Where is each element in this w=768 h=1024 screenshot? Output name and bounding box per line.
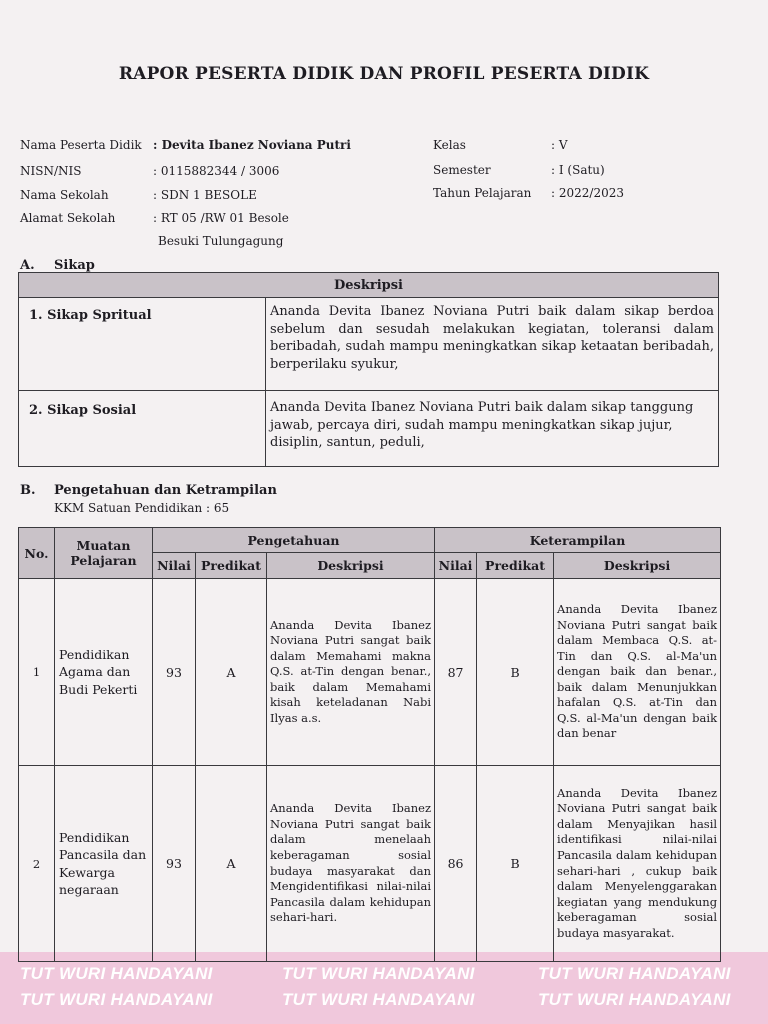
row-subject: Pendidikan Agama dan Budi Pekerti xyxy=(55,579,153,766)
kkm-label: KKM Satuan Pendidikan : 65 xyxy=(54,501,230,515)
tahun-label: Tahun Pelajaran xyxy=(433,186,532,200)
row-k-predikat: B xyxy=(477,579,554,766)
sikap-table xyxy=(18,272,719,467)
row-p-deskripsi: Ananda Devita Ibanez Noviana Putri sangat baik dalam Memahami makna Q.S. at-Tin dengan benar., baik dalam Memahami kisah keteladanan Nabi Ilyas a.s. xyxy=(267,579,435,766)
sekolah-label: Nama Sekolah xyxy=(20,188,109,202)
watermark-row-2 xyxy=(0,990,768,1006)
section-b-title: Pengetahuan dan Ketrampilan xyxy=(54,483,277,498)
row-p-deskripsi: Ananda Devita Ibanez Noviana Putri sangat baik dalam menelaah keberagaman sosial budaya masyarakat dan Mengidentifikasi nilai-nilai Pancasila dalam kehidupan sehari-hari. xyxy=(267,766,435,962)
watermark-text: TUT WURI HANDAYANI xyxy=(538,964,731,980)
col-keterampilan-header: Keterampilan xyxy=(435,528,721,553)
col-k-deskripsi-header: Deskripsi xyxy=(554,553,721,579)
nama-label: Nama Peserta Didik xyxy=(20,138,142,152)
section-b-letter: B. xyxy=(20,483,36,498)
sikap-spiritual-desc: Ananda Devita Ibanez Noviana Putri baik dalam sikap berdoa sebelum dan sesudah melakukan kegiatan, toleransi dalam beribadah, sudah mampu meningkatkan sikap ketaatan beribadah, berperilaku syukur, xyxy=(266,298,719,391)
nisn-label: NISN/NIS xyxy=(20,164,82,178)
watermark-text: TUT WURI HANDAYANI xyxy=(20,964,213,980)
col-k-predikat-header: Predikat xyxy=(477,553,554,579)
sikap-sosial-desc: Ananda Devita Ibanez Noviana Putri baik dalam sikap tanggung jawab, percaya diri, sudah mampu meningkatkan sikap jujur, disiplin, santun, peduli, xyxy=(266,391,719,467)
nama-value: : Devita Ibanez Noviana Putri xyxy=(153,138,351,152)
watermark-text: TUT WURI HANDAYANI xyxy=(282,964,475,980)
row-p-predikat: A xyxy=(196,766,267,962)
row-k-deskripsi: Ananda Devita Ibanez Noviana Putri sangat baik dalam Membaca Q.S. at-Tin dan Q.S. al-Ma'un dengan baik dan benar., baik dalam Menunjukkan hafalan Q.S. at-Tin dan Q.S. al-Ma'un dengan baik dan benar xyxy=(554,579,721,766)
sekolah-value: : SDN 1 BESOLE xyxy=(153,188,257,202)
col-muatan-header: Muatan Pelajaran xyxy=(55,528,153,579)
alamat-value-line2: Besuki Tulungagung xyxy=(158,234,284,248)
table-row xyxy=(19,766,721,962)
table-row xyxy=(19,391,719,467)
col-pengetahuan-header: Pengetahuan xyxy=(153,528,435,553)
section-a-letter: A. xyxy=(20,258,35,273)
sikap-spiritual-label: 1. Sikap Spritual xyxy=(19,298,266,391)
alamat-value: : RT 05 /RW 01 Besole xyxy=(153,211,289,225)
alamat-label: Alamat Sekolah xyxy=(20,211,116,225)
row-subject: Pendidikan Pancasila dan Kewarga negaraan xyxy=(55,766,153,962)
sikap-sosial-label: 2. Sikap Sosial xyxy=(19,391,266,467)
tahun-value: : 2022/2023 xyxy=(551,186,624,200)
row-k-nilai: 86 xyxy=(435,766,477,962)
page-title: RAPOR PESERTA DIDIK DAN PROFIL PESERTA DIDIK xyxy=(118,64,650,84)
row-no: 1 xyxy=(19,579,55,766)
row-p-nilai: 93 xyxy=(153,579,196,766)
row-p-nilai: 93 xyxy=(153,766,196,962)
row-k-nilai: 87 xyxy=(435,579,477,766)
semester-label: Semester xyxy=(433,163,491,177)
kelas-value: : V xyxy=(551,138,568,152)
col-p-predikat-header: Predikat xyxy=(196,553,267,579)
table-row xyxy=(19,579,721,766)
kelas-label: Kelas xyxy=(433,138,466,152)
watermark-row-1 xyxy=(0,964,768,980)
sikap-header: Deskripsi xyxy=(19,273,719,298)
row-p-predikat: A xyxy=(196,579,267,766)
watermark-band xyxy=(0,952,768,1024)
row-k-predikat: B xyxy=(477,766,554,962)
col-p-deskripsi-header: Deskripsi xyxy=(267,553,435,579)
watermark-text: TUT WURI HANDAYANI xyxy=(282,990,475,1006)
row-no: 2 xyxy=(19,766,55,962)
nisn-value: : 0115882344 / 3006 xyxy=(153,164,280,178)
col-no-header: No. xyxy=(19,528,55,579)
col-p-nilai-header: Nilai xyxy=(153,553,196,579)
row-k-deskripsi: Ananda Devita Ibanez Noviana Putri sangat baik dalam Menyajikan hasil identifikasi nilai-nilai Pancasila dalam kehidupan sehari-hari , cukup baik dalam Menyelenggarakan kegiatan yang mendukung keberagaman sosial budaya masyarakat. xyxy=(554,766,721,962)
watermark-text: TUT WURI HANDAYANI xyxy=(20,990,213,1006)
section-a-title: Sikap xyxy=(54,258,95,273)
table-row xyxy=(19,298,719,391)
nilai-table xyxy=(18,527,721,962)
watermark-text: TUT WURI HANDAYANI xyxy=(538,990,731,1006)
semester-value: : I (Satu) xyxy=(551,163,605,177)
col-k-nilai-header: Nilai xyxy=(435,553,477,579)
